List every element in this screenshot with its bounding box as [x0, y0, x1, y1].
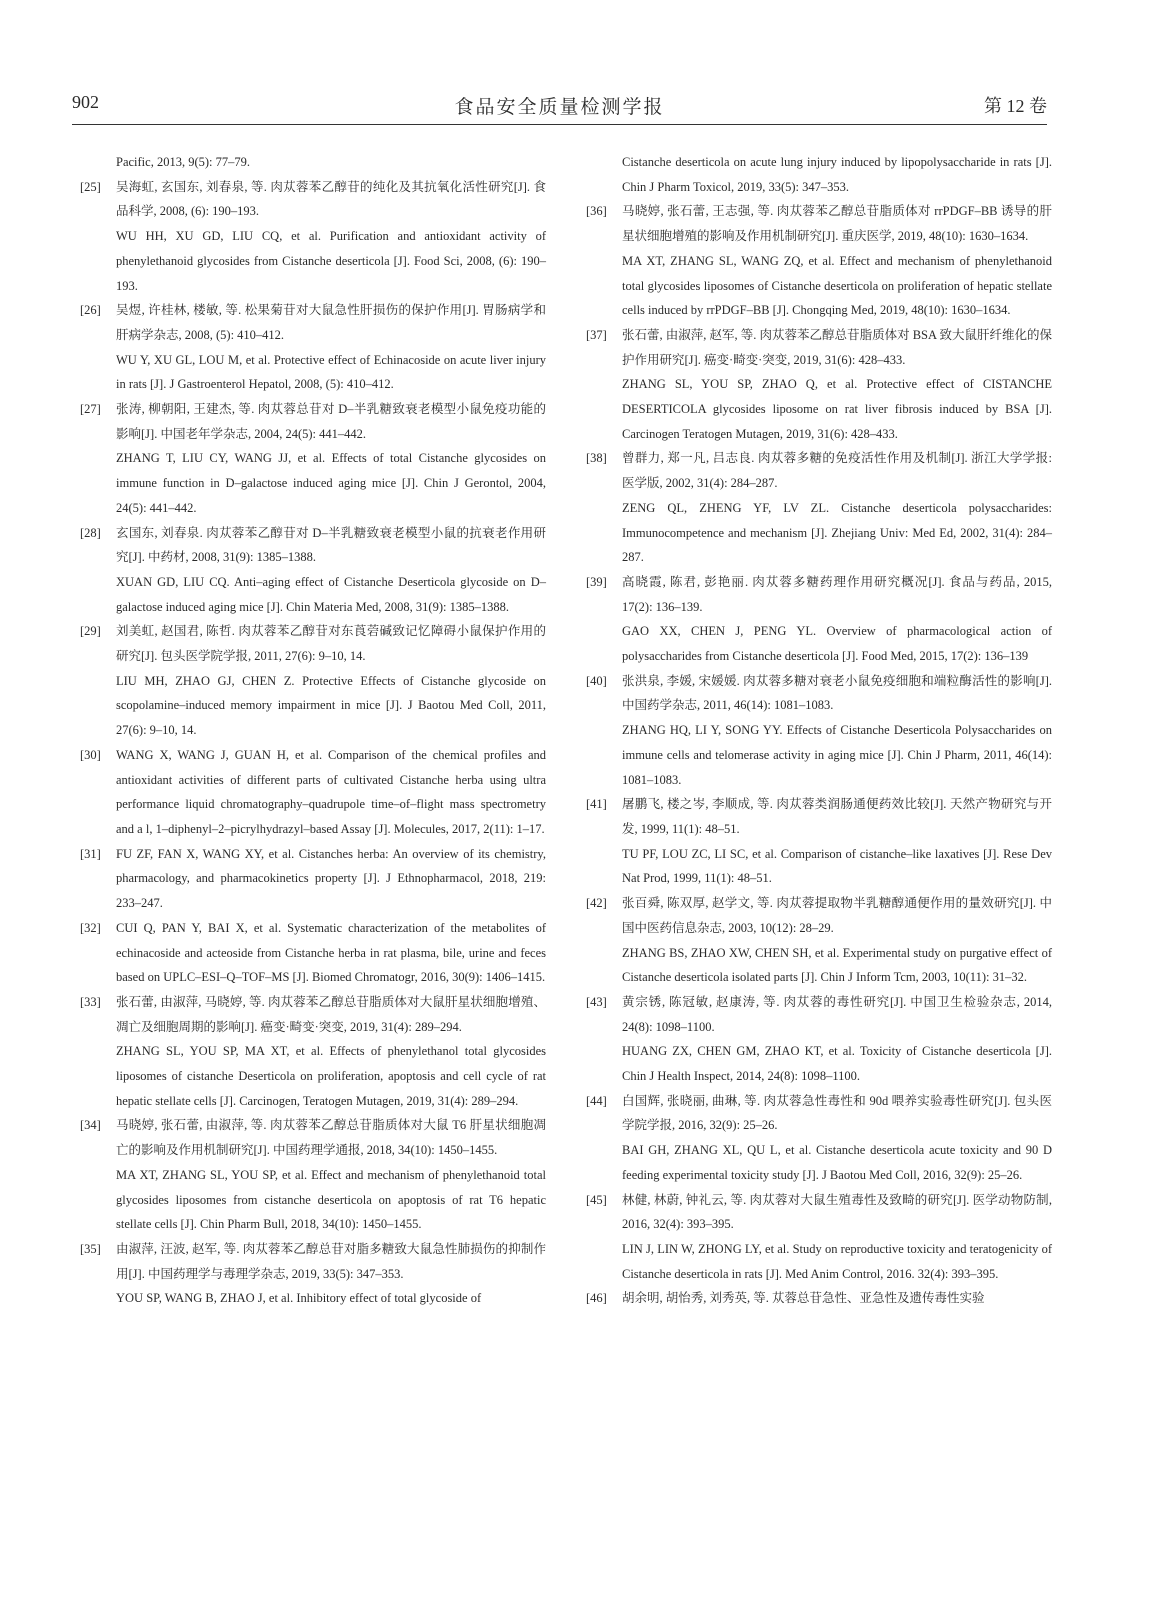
reference-citation: 胡余明, 胡怡秀, 刘秀英, 等. 苁蓉总苷急性、亚急性及遗传毒性实验: [622, 1291, 985, 1306]
reference-citation: 马晓婷, 张石蕾, 由淑萍, 等. 肉苁蓉苯乙醇总苷脂质体对大鼠 T6 肝星状细胞凋亡的影响及作用机制研究[J]. 中国药理学通报, 2018, 34(10): 1450–1455.: [116, 1118, 546, 1158]
reference-entry: [80, 619, 546, 743]
right-column: [586, 150, 1052, 1311]
volume-label: 第 12 卷: [984, 96, 1047, 116]
reference-number: [27]: [80, 402, 101, 417]
reference-entry: [80, 1113, 546, 1237]
reference-number: [38]: [586, 451, 607, 466]
reference-text: [116, 842, 546, 916]
reference-text: [622, 570, 1052, 669]
reference-text: [622, 669, 1052, 793]
reference-entry: [80, 175, 546, 299]
reference-entry: [80, 743, 546, 842]
reference-text: [622, 792, 1052, 891]
reference-citation: 吴海虹, 玄国东, 刘春泉, 等. 肉苁蓉苯乙醇苷的纯化及其抗氧化活性研究[J]. 食品科学, 2008, (6): 190–193.: [116, 179, 546, 219]
reference-entry: [586, 669, 1052, 793]
reference-entry: [586, 990, 1052, 1089]
reference-number: [35]: [80, 1241, 101, 1256]
reference-citation: 林健, 林蔚, 钟礼云, 等. 肉苁蓉对大鼠生殖毒性及致畸的研究[J]. 医学动物防制, 2016, 32(4): 393–395.: [622, 1192, 1052, 1232]
reference-text: [116, 175, 546, 299]
reference-citation: 由淑萍, 汪波, 赵军, 等. 肉苁蓉苯乙醇总苷对脂多糖致大鼠急性肺损伤的抑制作用[J]. 中国药理学与毒理学杂志, 2019, 33(5): 347–353.: [116, 1241, 546, 1281]
reference-translation: ZHANG T, LIU CY, WANG JJ, et al. Effects of total Cistanche glycosides on immune function in D–galactose induced aging mice [J]. Chin J Gerontol, 2004, 24(5): 441–442.: [116, 451, 546, 515]
reference-entry: [586, 199, 1052, 323]
reference-translation: LIN J, LIN W, ZHONG LY, et al. Study on reproductive toxicity and teratogenicity of Cistanche deserticola in rats [J]. Med Anim Control, 2016. 32(4): 393–395.: [622, 1241, 1052, 1281]
reference-entry: [586, 1286, 1052, 1311]
reference-entry: [586, 570, 1052, 669]
reference-number: [37]: [586, 327, 607, 342]
reference-citation: 张石蕾, 由淑萍, 赵军, 等. 肉苁蓉苯乙醇总苷脂质体对 BSA 致大鼠肝纤维化的保护作用研究[J]. 癌变·畸变·突变, 2019, 31(6): 428–433.: [622, 327, 1052, 367]
reference-number: [41]: [586, 797, 607, 812]
reference-translation: GAO XX, CHEN J, PENG YL. Overview of pharmacological action of polysaccharides from Cistanche deserticola [J]. Food Med, 2015, 17(2): 136–139: [622, 624, 1052, 664]
reference-translation: MA XT, ZHANG SL, YOU SP, et al. Effect and mechanism of phenylethanoid total glycosides liposomes from cistanche deserticola on apoptosis of rat T6 hepatic stellate cells [J]. Chin Pharm Bull, 2018, 34(10): 1450–1455.: [116, 1167, 546, 1232]
page-header: [72, 92, 1047, 125]
reference-text: [116, 619, 546, 743]
reference-citation: FU ZF, FAN X, WANG XY, et al. Cistanches herba: An overview of its chemistry, pharmacology, and pharmacokinetics property [J]. J Ethnopharmacol, 2018, 219: 233–247.: [116, 846, 546, 911]
reference-translation: ZHANG SL, YOU SP, MA XT, et al. Effects of phenylethanol total glycosides liposomes of cistanche Deserticola on proliferation, apoptosis and cell cycle of rat hepatic stellate cells [J]. Carcinogen, Teratogen Mutagen, 2019, 31(4): 289–294.: [116, 1044, 546, 1108]
reference-number: [42]: [586, 896, 607, 911]
reference-citation: 刘美虹, 赵国君, 陈哲. 肉苁蓉苯乙醇苷对东莨菪碱致记忆障碍小鼠保护作用的研究[J]. 包头医学院学报, 2011, 27(6): 9–10, 14.: [116, 624, 546, 664]
reference-entry: [80, 990, 546, 1114]
reference-entry: [80, 397, 546, 521]
reference-translation: ZHANG HQ, LI Y, SONG YY. Effects of Cistanche Deserticola Polysaccharides on immune cells and telomerase activity in aging mice [J]. Chin J Pharm, 2011, 46(14): 1081–1083.: [622, 723, 1052, 787]
reference-number: [40]: [586, 673, 607, 688]
reference-entry: [586, 446, 1052, 570]
reference-translation: HUANG ZX, CHEN GM, ZHAO KT, et al. Toxicity of Cistanche deserticola [J]. Chin J Health Inspect, 2014, 24(8): 1098–1100.: [622, 1044, 1052, 1084]
reference-text: [116, 397, 546, 521]
reference-text: [622, 1286, 1052, 1311]
reference-entry: [586, 1188, 1052, 1287]
reference-text: [622, 199, 1052, 323]
reference-list: [586, 199, 1052, 1311]
reference-text: [116, 521, 546, 620]
reference-text: [116, 298, 546, 397]
journal-title: 食品安全质量检测学报: [454, 97, 665, 118]
left-column: [80, 150, 546, 1311]
reference-entry: [586, 891, 1052, 990]
reference-translation: XUAN GD, LIU CQ. Anti–aging effect of Cistanche Deserticola glycoside on D–galactose induced aging mice [J]. Chin Materia Med, 2008, 31(9): 1385–1388.: [116, 574, 546, 614]
reference-text: [622, 891, 1052, 990]
reference-number: [32]: [80, 920, 101, 935]
reference-translation: ZENG QL, ZHENG YF, LV ZL. Cistanche deserticola polysaccharides: Immunocompetence and mechanism [J]. Zhejiang Univ: Med Ed, 2002, 31(4): 284–287.: [622, 500, 1052, 565]
reference-entry: [80, 1237, 546, 1311]
reference-text: [622, 1188, 1052, 1287]
reference-entry: [80, 521, 546, 620]
reference-number: [43]: [586, 994, 607, 1009]
reference-text: [622, 1089, 1052, 1188]
reference-citation: 张涛, 柳朝阳, 王建杰, 等. 肉苁蓉总苷对 D–半乳糖致衰老模型小鼠免疫功能的影响[J]. 中国老年学杂志, 2004, 24(5): 441–442.: [116, 402, 546, 441]
reference-entry: [80, 842, 546, 916]
reference-number: [33]: [80, 994, 101, 1009]
page-number: 902: [72, 92, 99, 112]
reference-translation: YOU SP, WANG B, ZHAO J, et al. Inhibitory effect of total glycoside of: [116, 1291, 482, 1306]
reference-citation: 高晓霞, 陈君, 彭艳丽. 肉苁蓉多糖药理作用研究概况[J]. 食品与药品, 2015, 17(2): 136–139.: [622, 574, 1052, 614]
reference-citation: CUI Q, PAN Y, BAI X, et al. Systematic characterization of the metabolites of echinacoside and acteoside from Cistanche herba in rat plasma, bile, urine and feces based on UPLC–ESI–Q–TOF–MS [J]. Biomed Chromatogr, 2016, 30(9): 1406–1415.: [116, 920, 546, 985]
reference-translation: ZHANG SL, YOU SP, ZHAO Q, et al. Protective effect of CISTANCHE DESERTICOLA glycosides liposome on rat liver fibrosis induced by BSA [J]. Carcinogen Teratogen Mutagen, 2019, 31(6): 428–433.: [622, 377, 1052, 441]
reference-text: [622, 446, 1052, 570]
reference-citation: 玄国东, 刘春泉. 肉苁蓉苯乙醇苷对 D–半乳糖致衰老模型小鼠的抗衰老作用研究[J]. 中药材, 2008, 31(9): 1385–1388.: [116, 525, 546, 565]
reference-translation: ZHANG BS, ZHAO XW, CHEN SH, et al. Experimental study on purgative effect of Cistanche deserticola isolated parts [J]. Chin J Inform Tcm, 2003, 10(11): 31–32.: [622, 945, 1052, 985]
reference-number: [30]: [80, 747, 101, 762]
reference-number: [31]: [80, 846, 101, 861]
reference-number: [36]: [586, 204, 607, 219]
reference-text: [116, 1113, 546, 1237]
reference-text: [116, 990, 546, 1114]
reference-citation: WANG X, WANG J, GUAN H, et al. Comparison of the chemical profiles and antioxidant activities of different parts of cultivated Cistanche herba using ultra performance liquid chromatography–quadrupole time–of–flight mass spectrometry and a l, 1–diphenyl–2–picrylhydrazyl–based Assay [J]. Molecules, 2017, 2(11): 1–17.: [116, 747, 546, 836]
reference-text: [116, 916, 546, 990]
reference-text: [116, 743, 546, 842]
reference-citation: 张石蕾, 由淑萍, 马晓婷, 等. 肉苁蓉苯乙醇总苷脂质体对大鼠肝星状细胞增殖、凋亡及细胞周期的影响[J]. 癌变·畸变·突变, 2019, 31(4): 289–294.: [116, 994, 546, 1034]
reference-number: [44]: [586, 1093, 607, 1108]
reference-citation: 屠鹏飞, 楼之岑, 李顺成, 等. 肉苁蓉类润肠通便药效比较[J]. 天然产物研究与开发, 1999, 11(1): 48–51.: [622, 797, 1052, 836]
reference-number: [39]: [586, 574, 607, 589]
reference-citation: 张洪泉, 李媛, 宋媛媛. 肉苁蓉多糖对衰老小鼠免疫细胞和端粒酶活性的影响[J]. 中国药学杂志, 2011, 46(14): 1081–1083.: [622, 673, 1052, 713]
reference-citation: 吴煜, 许桂林, 楼敏, 等. 松果菊苷对大鼠急性肝损伤的保护作用[J]. 胃肠病学和肝病学杂志, 2008, (5): 410–412.: [116, 303, 546, 342]
reference-citation: 白国辉, 张晓丽, 曲琳, 等. 肉苁蓉急性毒性和 90d 喂养实验毒性研究[J]. 包头医学院学报, 2016, 32(9): 25–26.: [622, 1093, 1052, 1133]
reference-text: [622, 323, 1052, 447]
reference-number: [46]: [586, 1291, 607, 1306]
reference-entry: [586, 792, 1052, 891]
reference-number: [34]: [80, 1118, 101, 1133]
reference-citation: 张百舜, 陈双厚, 赵学文, 等. 肉苁蓉提取物半乳糖醇通便作用的量效研究[J]. 中国中医药信息杂志, 2003, 10(12): 28–29.: [622, 896, 1052, 935]
reference-translation: TU PF, LOU ZC, LI SC, et al. Comparison of cistanche–like laxatives [J]. Rese Dev Nat Prod, 1999, 11(1): 48–51.: [622, 846, 1052, 886]
reference-text: [116, 1237, 546, 1311]
reference-continuation: Pacific, 2013, 9(5): 77–79.: [116, 155, 251, 169]
reference-number: [26]: [80, 303, 101, 318]
reference-translation: MA XT, ZHANG SL, WANG ZQ, et al. Effect and mechanism of phenylethanoid total glycosides liposomes of Cistanche deserticola on proliferation of hepatic stellate cells induced by rrPDGF–BB [J]. Chongqing Med, 2019, 48(10): 1630–1634.: [622, 253, 1052, 318]
reference-citation: 马晓婷, 张石蕾, 王志强, 等. 肉苁蓉苯乙醇总苷脂质体对 rrPDGF–BB 诱导的肝星状细胞增殖的影响及作用机制研究[J]. 重庆医学, 2019, 48(10): 1630–1634.: [622, 204, 1052, 244]
reference-translation: LIU MH, ZHAO GJ, CHEN Z. Protective Effects of Cistanche glycoside on scopolamine–induced memory impairment in mice [J]. J Baotou Med Coll, 2011, 27(6): 9–10, 14.: [116, 673, 546, 738]
reference-text: [622, 990, 1052, 1089]
reference-continuation: Cistanche deserticola on acute lung injury induced by lipopolysaccharide in rats [J]. Chin J Pharm Toxicol, 2019, 33(5): 347–353.: [622, 155, 1052, 194]
reference-list: [80, 175, 546, 1311]
reference-number: [29]: [80, 624, 101, 639]
reference-citation: 曾群力, 郑一凡, 吕志良. 肉苁蓉多糖的免疫活性作用及机制[J]. 浙江大学学报: 医学版, 2002, 31(4): 284–287.: [622, 451, 1052, 491]
reference-number: [25]: [80, 179, 101, 194]
reference-entry: [586, 323, 1052, 447]
reference-number: [45]: [586, 1192, 607, 1207]
reference-entry: [80, 916, 546, 990]
reference-entry: [80, 298, 546, 397]
reference-entry: [586, 1089, 1052, 1188]
reference-translation: WU Y, XU GL, LOU M, et al. Protective effect of Echinacoside on acute liver injury in rats [J]. J Gastroenterol Hepatol, 2008, (5): 410–412.: [116, 352, 546, 392]
reference-number: [28]: [80, 525, 101, 540]
reference-translation: BAI GH, ZHANG XL, QU L, et al. Cistanche deserticola acute toxicity and 90 D feeding experimental toxicity study [J]. J Baotou Med Coll, 2016, 32(9): 25–26.: [622, 1143, 1052, 1182]
reference-translation: WU HH, XU GD, LIU CQ, et al. Purification and antioxidant activity of phenylethanoid glycosides from Cistanche deserticola [J]. Food Sci, 2008, (6): 190–193.: [116, 229, 546, 293]
reference-citation: 黄宗锈, 陈冠敏, 赵康涛, 等. 肉苁蓉的毒性研究[J]. 中国卫生检验杂志, 2014, 24(8): 1098–1100.: [622, 994, 1052, 1034]
